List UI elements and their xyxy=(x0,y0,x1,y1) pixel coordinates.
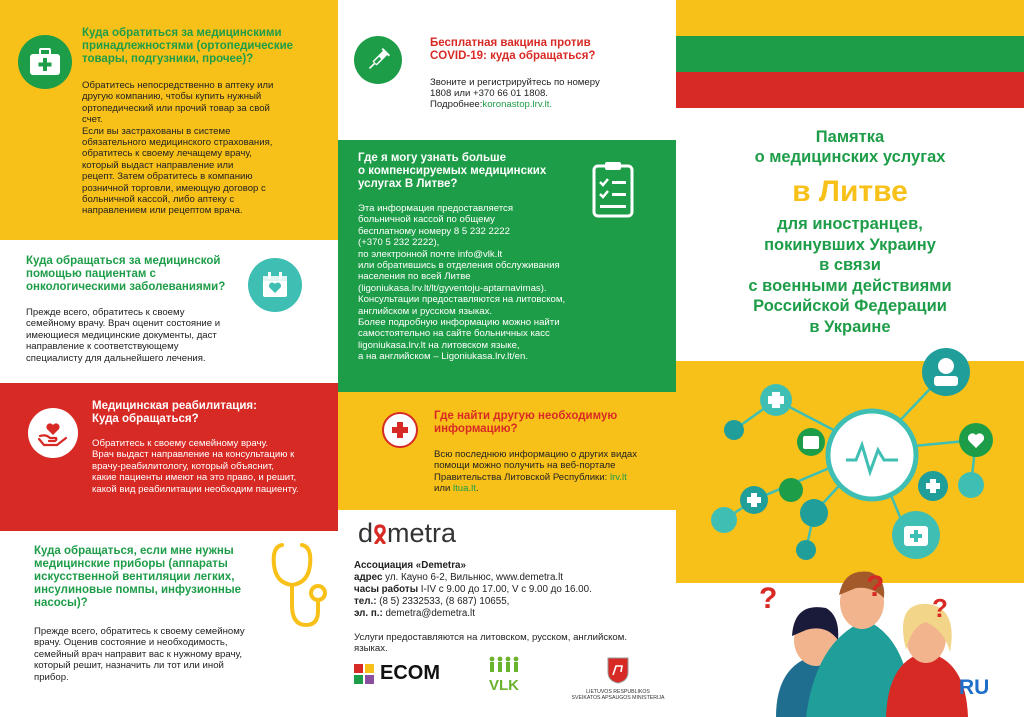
flag-red-stripe xyxy=(676,72,1024,108)
question-mark-1: ? xyxy=(759,582,778,615)
ecom-mark-icon xyxy=(354,664,374,684)
covid-more-prefix: Подробнее: xyxy=(430,99,483,110)
covid-text: Звоните и регистрируйтесь по номеру 1808 или +370 66 01 1808. xyxy=(430,77,600,100)
services-languages: Услуги предоставляются на литовском, русском, английском. языках. xyxy=(354,632,628,655)
logo-d: d xyxy=(358,518,374,548)
question-mark-3: ? xyxy=(932,593,948,623)
email-value: demetra@demetra.lt xyxy=(382,608,475,619)
ministry-logo xyxy=(563,656,673,701)
block-rehabilitation xyxy=(0,383,338,531)
oncology-title: Куда обращаться за медицинской помощью пациентам с онкологическими заболеваниями? xyxy=(26,255,226,293)
period: . xyxy=(475,483,479,495)
logo-rest: metra xyxy=(387,518,457,548)
org-contacts xyxy=(354,560,664,620)
addr-value: ул. Кауно 6-2, Вильнюс, www.demetra.lt xyxy=(382,572,564,583)
oncology-text: Прежде всего, обратитесь к своему семейному врачу. Врач оценит состояние и имеющиеся медицинские документы, даст направление к соответствующему специалисту для дальнейшего лечения. xyxy=(26,307,221,364)
red-ribbon-icon xyxy=(373,524,387,544)
addr-label: адрес xyxy=(354,572,383,583)
column-1 xyxy=(0,0,338,717)
compensated-text: Эта информация предоставляется больничной кассой по общему бесплатному номеру 8 5 232 2222 (+370 5 232 2222), по электронной почте info@vlk.lt или обратившись в отделения обслуживания населения по всей Литве (ligoniukasa.lrv.lt/lt/gyventoju-aptarnavimas). Консультации предоставляются на литовском, английском и русском языках. Более подробную информацию можно найти самостоятельно на сайте больничных касс ligoniukasa.lrv.lt на литовском языке, а на английском – Ligoniukasa.lrv.lt/en. xyxy=(358,203,566,363)
ecom-text: ECOM xyxy=(380,662,440,684)
org-email xyxy=(354,608,664,620)
hours-label: часы работы xyxy=(354,584,419,595)
rehab-title: Медицинская реабилитация: Куда обращаться? xyxy=(92,400,257,425)
other-info-body: Всю последнюю информацию о других видах помощи можно получить на веб-портале Правительства Литовской Республики: xyxy=(434,449,638,483)
title-top: Памятка о медицинских услугах xyxy=(754,128,946,166)
block-oncology xyxy=(0,240,338,383)
first-aid-kit-icon xyxy=(18,35,72,89)
org-address xyxy=(354,572,664,584)
title-country: в Литве xyxy=(792,175,908,208)
hours-value: I-IV с 9.00 до 17.00, V с 9.00 до 16.00. xyxy=(418,584,592,595)
email-label: эл. п.: xyxy=(354,608,383,619)
block-covid xyxy=(338,0,676,140)
rehab-text: Обратитесь к своему семейному врачу. Врач выдаст направление на консультацию к врачу-реабилитологу, который объяснит, какие пациенты имеют на это право, и решит, какой вид реабилитации необходим пациенту. xyxy=(92,438,299,495)
vlk-logo xyxy=(484,656,524,694)
title-bottom: для иностранцев, покинувших Украину в связи с военными действиями Российской Федерации в Украине xyxy=(748,215,952,336)
other-info-title: Где найти другую необходимую информацию? xyxy=(434,410,618,435)
lrv-link[interactable]: lrv.lt xyxy=(609,471,627,483)
stethoscope-icon xyxy=(268,539,328,639)
block-compensated-services xyxy=(338,140,676,392)
block-other-info xyxy=(338,392,676,510)
medical-cross-icon xyxy=(382,412,418,448)
compensated-title: Где я могу узнать больше о компенсируемых медицинских услугах В Литве? xyxy=(358,152,547,190)
column-3 xyxy=(676,0,1024,717)
devices-title: Куда обращаться, если мне нужны медицинские приборы (аппараты искусственной вентиляции легких, инсулиновые помпы, инфузионные насосы)? xyxy=(34,545,242,609)
hands-heart-icon xyxy=(28,408,78,458)
supplies-title: Куда обратиться за медицинскими принадлежностями (ортопедические товары, подгузники, прочее)? xyxy=(82,27,294,65)
devices-text: Прежде всего, обратитесь к своему семейному врачу. Оценив состояние и необходимость, семейный врач направит вас к нужному врачу, который решит, назначить ли тот или иной прибор. xyxy=(34,626,245,683)
supplies-text: Обратитесь непосредственно в аптеку или другую компанию, чтобы купить нужный ортопедический или прочий товар за свой счет. Если вы застрахованы в системе обязательного медицинского страхования, обратитесь к своему лечащему врачу, который выдаст направление или рецепт. Затем обратитесь в компанию розничной торговли, имеющую договор с больничной кассой, либо аптеку с направлением или рецептом врача. xyxy=(82,80,274,217)
heart-monitor-node xyxy=(828,411,916,499)
ecom-logo xyxy=(354,662,440,685)
column-2 xyxy=(338,0,676,717)
language-code: RU xyxy=(959,676,990,699)
vlk-text: VLK xyxy=(489,677,519,694)
question-mark-2: ? xyxy=(866,570,885,603)
ltua-link[interactable]: ltua.lt xyxy=(453,483,476,495)
or-text: или xyxy=(434,483,451,495)
syringe-icon xyxy=(354,36,402,84)
tel-label: тел.: xyxy=(354,596,377,607)
org-phone xyxy=(354,596,664,608)
vlk-people-icon xyxy=(486,656,522,672)
calendar-heart-icon xyxy=(248,258,302,312)
healthcare-network-illustration xyxy=(676,340,1024,717)
flag-green-stripe xyxy=(676,36,1024,72)
block-medical-supplies xyxy=(0,0,338,240)
coat-of-arms-icon xyxy=(606,656,630,684)
block-organization xyxy=(338,510,676,717)
demetra-logo xyxy=(358,518,456,549)
tel-value: (8 5) 2332533, (8 687) 10655, xyxy=(376,596,510,607)
org-name: Ассоциация «Demetra» xyxy=(354,560,466,571)
covid-more xyxy=(430,99,665,110)
block-medical-devices xyxy=(0,531,338,717)
koronastop-link[interactable]: koronastop.lrv.lt. xyxy=(482,99,553,110)
org-hours xyxy=(354,584,664,596)
other-info-text xyxy=(434,449,669,495)
ministry-text: LIETUVOS RESPUBLIKOS SVEIKATOS APSAUGOS MINISTERIJA xyxy=(571,689,665,701)
covid-title: Бесплатная вакцина против COVID-19: куда обращаться? xyxy=(430,37,596,62)
flag-yellow-stripe xyxy=(676,0,1024,36)
